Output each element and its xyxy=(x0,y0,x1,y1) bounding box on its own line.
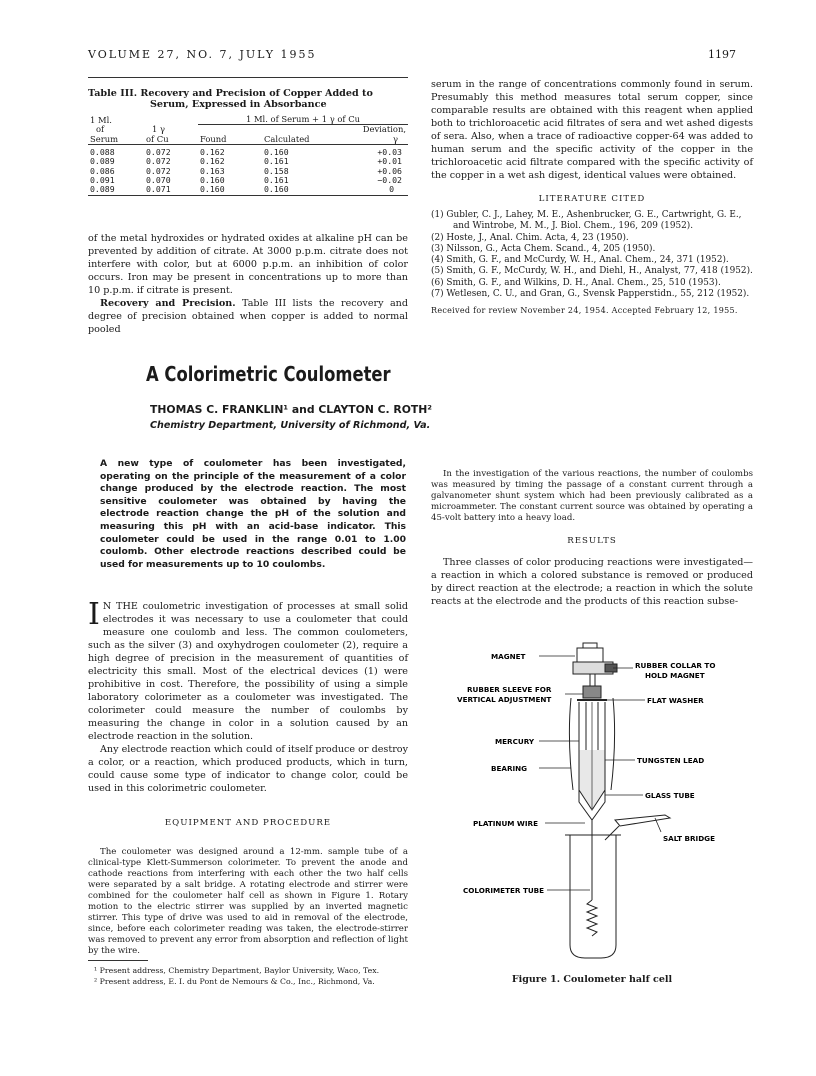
label-rubber-collar-2: HOLD MAGNET xyxy=(645,671,705,680)
colorimeter-tube-shape xyxy=(570,835,616,958)
col-deviation-2: γ xyxy=(392,133,398,144)
equipment-heading: EQUIPMENT AND PROCEDURE xyxy=(164,818,332,828)
table-row: 0.086 0.072 0.163 0.158 +0.06 xyxy=(90,165,402,176)
label-platinum-wire: PLATINUM WIRE xyxy=(473,819,538,828)
label-flat-washer: FLAT WASHER xyxy=(647,696,704,705)
col-ml-serum-3: Serum xyxy=(90,133,119,144)
col-found: Found xyxy=(200,133,227,144)
paragraph-intro: I N THE coulometric investigation of processes at small solid electrodes it was necessary to use a coulometer that could measure one coulomb and less. The common coulometers, such as the silver (3) and oxyhydrogen coulometer (2), require a high degree of precision in the measurement of quantities of electricity this small. Most of the electrical devices (1) were prohibitive in cost. Therefore, the possibility of using a simple laboratory colorimeter as a coulometer was investigated. The colorimeter could measure the number of coulombs by measuring the change in color in a solution caused by an electrode reaction in the solution. xyxy=(88,597,408,742)
paragraph-results: Three classes of color producing reactions were investigated—a reaction in which a colored substance is removed or produced by direct reaction at the electrode; a reaction in which the solute reacts at the electrode and the products of this reaction subse- xyxy=(431,557,753,607)
label-colorimeter-tube: COLORIMETER TUBE xyxy=(463,886,545,895)
label-rubber-sleeve-1: RUBBER SLEEVE FOR xyxy=(467,685,552,694)
footnotes xyxy=(88,965,418,987)
reference-item: (3) Nilsson, G., Acta Chem. Scand., 4, 205 (1950). xyxy=(431,243,656,254)
label-rubber-collar-1: RUBBER COLLAR TO xyxy=(635,661,716,670)
col-ml-serum-2: of xyxy=(96,124,105,135)
label-salt-bridge: SALT BRIDGE xyxy=(663,834,715,843)
paragraph-equipment: The coulometer was designed around a 12-mm. sample tube of a clinical-type Klett-Summerson colorimeter. To prevent the anode and cathode reactions from interfering with each other the two half cells were separated by a salt bridge. A rotating electrode and stirrer were combined for the coulometer half cell as shown in Figure 1. Rotary motion to the electric stirrer was supplied by an inverted magnetic stirrer. This type of drive was used to aid in removal of the electrode, since, before each colorimeter reading was taken, the electrode-stirrer was removed to prevent any error from absorption and reflection of light by the wire. xyxy=(88,846,408,956)
paragraph-coulombs: In the investigation of the various reactions, the number of coulombs was measured by timing the passage of a constant current through a galvanometer shunt system which had been previously calibrated as a microammeter. The constant current source was obtained by operating a 45-volt battery into a heavy load. xyxy=(431,468,753,523)
footnote-2: ² Present address, E. I. du Pont de Nemours & Co., Inc., Richmond, Va. xyxy=(94,977,375,986)
col-ml-serum-1: 1 Ml. xyxy=(90,114,112,125)
table-title-line1: Table III. Recovery and Precision of Copper Added to xyxy=(88,88,373,99)
label-glass-tube: GLASS TUBE xyxy=(645,791,695,800)
coulometer-figure xyxy=(455,640,755,970)
drop-cap: I xyxy=(88,597,100,632)
salt-bridge-shape xyxy=(615,815,670,826)
paragraph-electrode-reaction: Any electrode reaction which could of itself produce or destroy a color, or a reaction, which produced products, which in turn, could cause some type of indicator to change color, could be used in this colorimetric coulometer. xyxy=(88,744,408,794)
col-gamma-cu-2: of Cu xyxy=(146,133,169,144)
article-affiliation: Chemistry Department, University of Richmond, Va. xyxy=(150,420,431,431)
intro-text xyxy=(88,597,408,795)
equipment-text xyxy=(88,838,408,965)
right-top-text xyxy=(431,78,753,182)
col-calculated: Calculated xyxy=(264,133,310,144)
running-header xyxy=(88,48,736,64)
page-number: 1197 xyxy=(708,48,736,61)
footnote-1: ¹ Present address, Chemistry Department, Baylor University, Waco, Tex. xyxy=(94,966,380,975)
label-mercury: MERCURY xyxy=(495,737,535,746)
left-top-text xyxy=(88,232,408,336)
reference-item: (7) Wetlesen, C. U., and Gran, G., Svensk Papperstidn., 55, 212 (1952). xyxy=(431,289,750,300)
literature-list xyxy=(431,210,753,317)
paragraph-recovery: Recovery and Precision. Table III lists the recovery and degree of precision obtained when copper is added to normal pooled xyxy=(88,298,408,335)
run-in-heading: Recovery and Precision. xyxy=(100,298,236,309)
reference-item: (5) Smith, G. F., McCurdy, W. H., and Diehl, H., Analyst, 77, 418 (1952). xyxy=(431,266,753,277)
table-row: 0.089 0.071 0.160 0.160 0 xyxy=(88,185,408,195)
abstract: A new type of coulometer has been investigated, operating on the principle of the measurement of a color change produced by the electrode reaction. The most sensitive coulometer was obtained by having the electrode reaction change the pH of the solution and measuring this pH with an acid-base indicator. This coulometer could be used in the range 0.01 to 1.00 coulomb. Other electrode reactions described could be used for measurements up to 10 coulombs. xyxy=(100,458,406,570)
platinum-coil-shape xyxy=(587,900,597,936)
paragraph-citrate: of the metal hydroxides or hydrated oxides at alkaline pH can be prevented by addition of citrate. At 3000 p.p.m. citrate does not interfere with color, but at 6000 p.p.m. an inhibition of color occurs. Iron may be present in concentrations up to more than 10 p.p.m. if citrate is present. xyxy=(88,233,408,296)
article-authors: THOMAS C. FRANKLIN¹ and CLAYTON C. ROTH² xyxy=(150,403,433,416)
label-magnet: MAGNET xyxy=(491,652,526,661)
right-article-text xyxy=(431,460,753,532)
table-3-data xyxy=(88,115,408,196)
col-gamma-cu-1: 1 γ xyxy=(152,124,165,135)
col-deviation-1: Deviation, xyxy=(362,124,406,135)
paragraph-serum: serum in the range of concentrations commonly found in serum. Presumably this method measures total serum copper, since comparable results are obtained with this reagent when applied both to trichloroacetic acid filtrates of sera and wet ashed digests of sera. Also, when a trace of radioactive copper-64 was added to human serum and the specific activity of the copper in the trichloroacetic acid filtrate compared with the specific activity of the copper in a wet ash digest, identical values were obtained. xyxy=(431,79,753,181)
results-text xyxy=(431,556,753,608)
reference-item: (4) Smith, G. F., and McCurdy, W. H., Anal. Chem., 24, 371 (1952). xyxy=(431,255,729,266)
label-bearing: BEARING xyxy=(491,764,528,773)
footnote-rule xyxy=(88,960,148,961)
magnet-top xyxy=(583,643,597,648)
table-3 xyxy=(88,88,408,196)
label-tungsten-lead: TUNGSTEN LEAD xyxy=(637,756,705,765)
running-head-text: VOLUME 27, NO. 7, JULY 1955 xyxy=(88,48,317,61)
table-title-line2: Serum, Expressed in Absorbance xyxy=(150,99,327,110)
article-title: A Colorimetric Coulometer xyxy=(146,362,391,386)
received-note: Received for review November 24, 1954. Accepted February 12, 1955. xyxy=(431,306,738,316)
table-row: 0.088 0.072 0.162 0.160 +0.03 xyxy=(90,146,402,157)
magnet-shape xyxy=(577,648,603,662)
label-rubber-sleeve-2: VERTICAL ADJUSTMENT xyxy=(457,695,552,704)
figure-caption: Figure 1. Coulometer half cell xyxy=(511,974,673,985)
reference-item: (6) Smith, G. F., and Wilkins, D. H., Anal. Chem., 25, 510 (1953). xyxy=(431,277,721,288)
results-heading: RESULTS xyxy=(567,536,617,546)
group-header: 1 Ml. of Serum + 1 γ of Cu xyxy=(198,115,408,125)
literature-heading: LITERATURE CITED xyxy=(538,194,646,204)
reference-item: (2) Hoste, J., Anal. Chim. Acta, 4, 23 (1950). xyxy=(431,232,629,243)
table-row: 0.089 0.072 0.162 0.161 +0.01 xyxy=(90,156,402,167)
rubber-sleeve-shape xyxy=(583,686,601,698)
table-row: 0.091 0.070 0.160 0.161 −0.02 xyxy=(90,174,402,185)
reference-item: (1) Gubler, C. J., Lahey, M. E., Ashenbrucker, G. E., Cartwright, G. E., and Wintrobe, M. M., J. Biol. Chem., 196, 209 (1952). xyxy=(431,210,742,232)
table-top-rule xyxy=(88,77,408,78)
